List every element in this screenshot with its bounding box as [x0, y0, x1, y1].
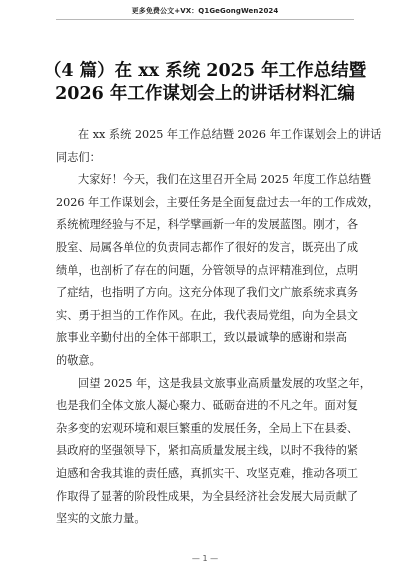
paragraph-line: 县政府的坚强领导下，紧扣高质量发展主线，以时不我待的紧 — [56, 444, 359, 458]
paragraph-line: 实、勇于担当的工作作风。在此，我代表局党组，向为全县文 — [56, 308, 359, 322]
paragraph — [56, 169, 379, 372]
paragraph-line: 迫感和舍我其谁的责任感，真抓实干、攻坚克难，推动各项工 — [56, 466, 359, 480]
paragraph-line: 作取得了显著的阶段性成果，为全县经济社会发展大局贡献了 — [56, 489, 359, 503]
paragraph — [56, 124, 382, 169]
paragraph-line: 回望 2025 年，这是我县文旅事业高质量发展的攻坚之年， — [78, 376, 371, 390]
paragraph-line: 绩单，也剖析了存在的问题，分管领导的点评精准到位，点明 — [56, 263, 359, 277]
header-note: 更多免费公文+VX：Q1GeGongWen2024 — [131, 7, 279, 15]
paragraph-line: 坚实的文旅力量。 — [56, 512, 146, 526]
paragraph-line: 的敬意。 — [56, 353, 101, 367]
document-body — [56, 124, 382, 531]
paragraph-line: 在 xx 系统 2025 年工作总结暨 2026 年工作谋划会上的讲话 — [78, 128, 382, 141]
paragraph-line: 大家好！今天，我们在这里召开全局 2025 年度工作总结暨 — [78, 173, 371, 187]
paragraph-line: 系统梳理经验与不足，科学擘画新一年的发展蓝图。刚才，各 — [56, 218, 359, 232]
title-line: 2026 年工作谋划会上的讲话材料汇编 — [55, 84, 355, 104]
paragraph-line: 旅事业辛勤付出的全体干部职工，致以最诚挚的感谢和崇高 — [56, 331, 347, 345]
document-title — [30, 60, 380, 106]
title-line: （4 篇）在 xx 系统 2025 年工作总结暨 — [43, 61, 367, 81]
paragraph-line: 杂多变的宏观环境和艰巨繁重的发展任务，全局上下在县委、 — [56, 421, 359, 435]
page-number: — 1 — — [191, 554, 219, 563]
paragraph — [56, 373, 371, 531]
paragraph-line: 股室、局属各单位的负责同志都作了很好的发言，既亮出了成 — [56, 240, 359, 254]
paragraph-line: 2026 年工作谋划会，主要任务是全面复盘过去一年的工作成效， — [56, 195, 379, 209]
header-divider — [56, 19, 354, 20]
paragraph-line: 同志们： — [56, 150, 101, 164]
paragraph-line: 了症结，也指明了方向。这充分体现了我们文广旅系统求真务 — [56, 286, 359, 300]
paragraph-line: 也是我们全体文旅人凝心聚力、砥砺奋进的不凡之年。面对复 — [56, 399, 359, 413]
